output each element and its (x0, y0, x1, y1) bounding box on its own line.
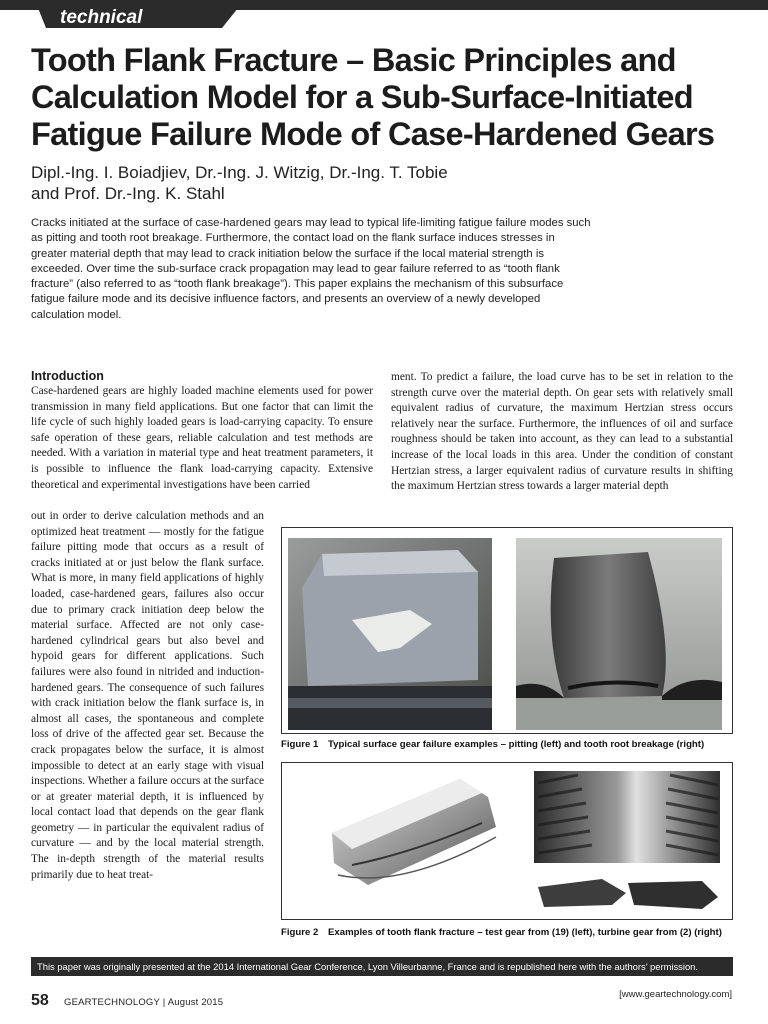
pitting-photo (288, 538, 492, 730)
page-number: 58 (31, 992, 49, 1009)
figure-1-photos (282, 528, 732, 733)
figure-1 (281, 527, 733, 734)
website-link[interactable]: [www.geartechnology.com] (619, 989, 732, 1000)
body-column-left-bottom (31, 509, 264, 945)
intro-heading: Introduction (31, 369, 104, 383)
figure-1-caption-text: Typical surface gear failure examples – pitting (left) and tooth root breakage (right) (328, 739, 705, 750)
figure-2-caption-text: Examples of tooth flank fracture – test gear from (19) (left), turbine gear from (2) (right) (328, 927, 722, 938)
figure-1-caption (281, 738, 704, 751)
article-title: Tooth Flank Fracture – Basic Principles and Calculation Model for a Sub-Surface-Initiated Fatigue Failure Mode of Case-Hardened Gears (31, 42, 715, 152)
body-column-right (391, 370, 733, 511)
figure-1-number: Figure 1 (281, 739, 319, 750)
author-line-2: and Prof. Dr.-Ing. K. Stahl (31, 184, 225, 203)
intro-paragraph-2: out in order to derive calculation methods and an optimized heat treatment — mostly for the fatigue failure pitting mode that occurs as a result of cracks initiated at or just below the flank surface. What is more, in many field applications of highly loaded, case-hardened gears, failures also occur due to primary crack initiation deep below the material surface. Affected are not only case-hardened cylindrical gears but also bevel and hypoid gears for different applications. Such failures were also found in nitrided and induction-hardened gears. The consequence of such failures with crack initiation below the flank surface is, in almost all cases, the spontaneous and complete loss of drive of the affected gear set. Because the crack propagates below the surface, it is almost impossible to detect at an early stage with visual inspections. Whether a failure occurs at the surface or at greater material depth, it is influenced by local contact load that depends on the gear flank geometry — in particular the equivalent radius of curvature — and by the local material strength. The in-depth strength of the material results primarily due to heat treat- (31, 510, 264, 881)
footnote-text: This paper was originally presented at the 2014 International Gear Conference, Lyon Villeurbanne, France and is republished here with the authors’ permission. (37, 961, 698, 972)
section-label: technical (60, 7, 143, 28)
figure-2-photos (282, 763, 732, 919)
tooth-root-breakage-photo (516, 538, 722, 730)
body-column-left-top (31, 384, 373, 509)
turbine-gear-photo (534, 771, 720, 909)
author-list (31, 162, 631, 204)
figure-2 (281, 762, 733, 920)
journal-name: GEARTECHNOLOGY | August 2015 (64, 997, 224, 1008)
intro-paragraph-1: Case-hardened gears are highly loaded machine elements used for power transmission in many field applications. But one factor that can limit the life cycle of such highly loaded gears is load-carrying capacity. To ensure safe operation of these gears, reliable calculation and test methods are needed. With a variation in material type and heat treatment parameters, it is possible to influence the flank load-carrying capacity. Extensive theoretical and experimental investigations have been carried (31, 385, 373, 491)
author-line-1: Dipl.-Ing. I. Boiadjiev, Dr.-Ing. J. Witzig, Dr.-Ing. T. Tobie (31, 163, 448, 182)
figure-2-number: Figure 2 (281, 927, 319, 938)
figure-2-caption (281, 926, 722, 939)
abstract: Cracks initiated at the surface of case-hardened gears may lead to typical life-limiting fatigue failure modes such as pitting and tooth root breakage. Furthermore, the contact load on the flank surface induces stresses in greater material depth that may lead to crack initiation below the surface if the local material strength is exceeded. Over time the sub-surface crack propagation may lead to gear failure referred to as “tooth flank fracture” (also referred to as “tooth flank breakage”). This paper explains the mechanism of this subsurface fatigue failure mode and its decisive influence factors, and presents an overview of a newly developed calculation model. (31, 217, 591, 321)
test-gear-photo (288, 769, 514, 915)
intro-paragraph-3: ment. To predict a failure, the load curve has to be set in relation to the strength curve over the material depth. On gear sets with relatively small equivalent radius of curvature, the maximum Hertzian stress occurs relatively near the surface. Furthermore, the influences of oil and surface roughness should be taken into account, as they can lead to a substantial increase of the local loads in this area. Under the condition of constant Hertzian stress, a larger equivalent radius of curvature results in shifting the maximum Hertzian stress towards a larger material depth (391, 371, 733, 493)
